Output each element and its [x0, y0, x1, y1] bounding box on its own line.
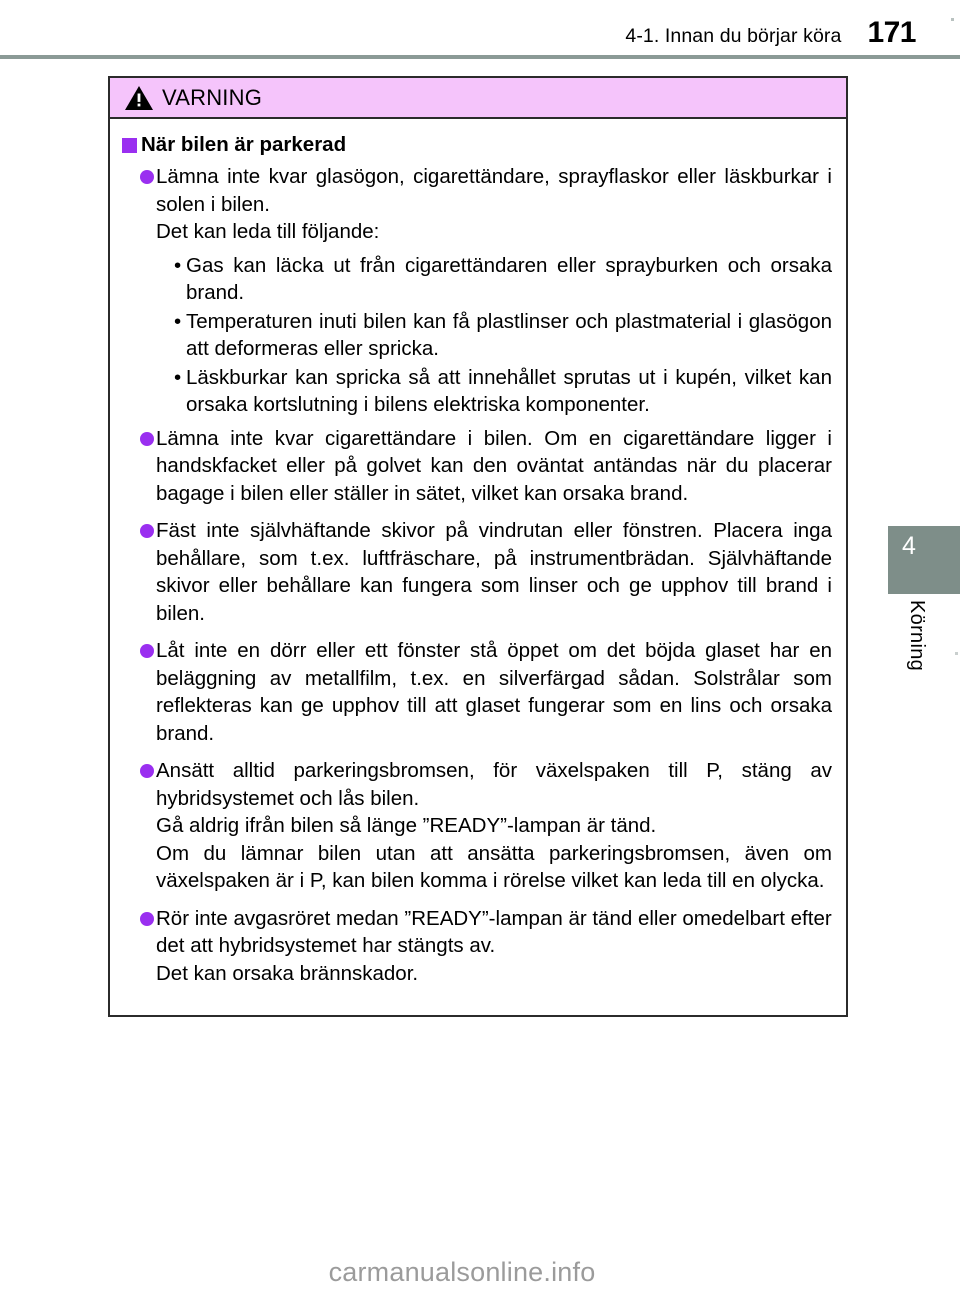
warning-sub-list [156, 252, 832, 419]
warning-box [108, 76, 848, 1017]
dot-bullet-icon: • [174, 309, 182, 333]
chapter-label: Körning [906, 600, 928, 672]
warning-list-item [122, 757, 832, 895]
warning-text-line: Om du lämnar bilen utan att ansätta parkeringsbromsen, även om växelspaken är i P, kan bilen komma i rörelse vilket kan leda till en olycka. [156, 841, 832, 892]
warning-text-line: Rör inte avgasröret medan ”READY”-lampan är tänd eller omedelbart efter det att hybridsystemet har stängts av. [156, 906, 832, 957]
warning-list-item [122, 637, 832, 747]
warning-sub-text [186, 308, 832, 363]
page-header [0, 0, 960, 58]
round-bullet-icon [140, 524, 154, 538]
warning-box-body [110, 119, 846, 1015]
warning-text-line: Det kan orsaka brännskador. [156, 961, 419, 985]
warning-list-item-body [156, 637, 832, 747]
warning-sub-list-item [174, 252, 832, 307]
edge-tick-mark [955, 652, 958, 655]
round-bullet-icon [140, 432, 154, 446]
round-bullet-icon [140, 764, 154, 778]
warning-sub-text [186, 364, 832, 419]
warning-sub-text [186, 252, 832, 307]
warning-triangle-icon [124, 85, 154, 111]
dot-bullet-icon: • [174, 365, 182, 389]
round-bullet-icon [140, 912, 154, 926]
warning-list-item-body [156, 163, 832, 423]
corner-tick-mark [951, 18, 954, 21]
round-bullet-icon [140, 170, 154, 184]
warning-list-item [122, 425, 832, 508]
warning-box-header [110, 78, 846, 119]
warning-list-item [122, 905, 832, 988]
dot-bullet-icon: • [174, 253, 182, 277]
warning-sub-list-item [174, 308, 832, 363]
warning-text-line: Det kan leda till följande: [156, 220, 380, 243]
warning-section-heading [122, 133, 832, 157]
warning-text-line: Gå aldrig ifrån bilen så länge ”READY”-lampan är tänd. [156, 814, 657, 837]
footer-watermark: carmanualsonline.info [328, 1257, 596, 1287]
round-bullet-icon [140, 644, 154, 658]
warning-sub-text-line: Gas kan läcka ut från cigarettändaren eller sprayburken och orsaka brand. [186, 253, 832, 304]
warning-text-line: Fäst inte självhäftande skivor på vindrutan eller fönstren. Placera inga behållare, som t.ex. luftfräschare, på instrumentbrädan. Självhäftande skivor eller behållare kan fungera som linser och ge upphov till brand i bilen. [156, 519, 832, 625]
chapter-tab [888, 526, 960, 594]
warning-text-line: Lämna inte kvar glasögon, cigarettändare, sprayflaskor eller läskburkar i solen i bilen. [156, 165, 832, 216]
warning-section-heading-label: När bilen är parkerad [141, 133, 347, 156]
warning-text-line: Ansätt alltid parkeringsbromsen, för växelspaken till P, stäng av hybridsystemet och lås bilen. [156, 759, 832, 810]
warning-list-item-body [156, 757, 832, 895]
warning-text-line: Lämna inte kvar cigarettändare i bilen. Om en cigarettändare ligger i handskfacket eller på golvet kan den oväntat antändas när du placerar bagage i bilen eller ställer in sätet, vilket kan orsaka brand. [156, 426, 832, 505]
header-section-title: 4-1. Innan du börjar köra [625, 25, 842, 47]
chapter-number: 4 [902, 532, 916, 560]
header-divider-rule [0, 55, 960, 59]
square-bullet-icon [122, 138, 137, 153]
warning-list-item-body [156, 425, 832, 508]
page-number: 171 [867, 16, 916, 49]
warning-sub-text-line: Läskburkar kan spricka så att innehållet sprutas ut i kupén, vilket kan orsaka kortslutning i bilens elektriska komponenter. [186, 365, 832, 416]
warning-sub-list-item [174, 364, 832, 419]
warning-list-item [122, 163, 832, 423]
warning-title: VARNING [162, 84, 263, 110]
warning-sub-text-line: Temperaturen inuti bilen kan få plastlinser och plastmaterial i glasögon att deformeras eller spricka. [186, 309, 832, 360]
header-inner [625, 16, 916, 50]
warning-list-item [122, 517, 832, 627]
warning-list-item-body [156, 905, 832, 988]
warning-text-line: Låt inte en dörr eller ett fönster stå öppet om det böjda glaset har en beläggning av metallfilm, t.ex. en silverfärgad sådan. Solstrålar som reflekteras kan ge upphov till att glaset fungerar som en lins och orsaka brand. [156, 639, 832, 745]
warning-list-item-body [156, 517, 832, 627]
